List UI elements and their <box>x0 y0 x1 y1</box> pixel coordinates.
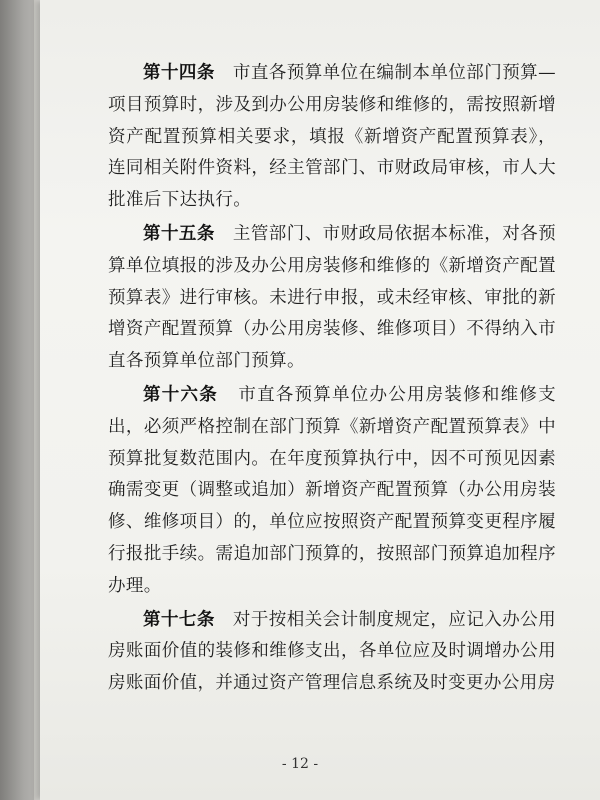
article-heading: 第十四条 <box>143 63 215 83</box>
article-17 <box>108 605 556 700</box>
article-text: 市直各预算单位办公用房装修和维修支出，必须严格控制在部门预算《新增资产配置预算表》中预算批复数范围内。在年度预算执行中，因不可预见因素确需变更（调整或追加）新增资产配置预算（办公用房装修、维修项目）的，单位应按照资产配置预算变更程序履行报批手续。需追加部门预算的，按照部门预算追加程序办理。 <box>108 384 556 596</box>
article-16 <box>108 380 556 603</box>
article-text: 主管部门、市财政局依据本标准，对各预算单位填报的涉及办公用房装修和维修的《新增资产配置预算表》进行审核。未进行申报，或未经审核、审批的新增资产配置预算（办公用房装修、维修项目）不得纳入市直各预算单位部门预算。 <box>108 223 557 372</box>
article-heading: 第十五条 <box>143 223 215 244</box>
article-text: 对于按相关会计制度规定，应记入办公用房账面价值的装修和维修支出，各单位应及时调增办公用房账面价值，并通过资产管理信息系统及时变更办公用房 <box>108 609 557 694</box>
page-number: - 12 - <box>281 756 319 772</box>
article-text: 市直各预算单位在编制本单位部门预算—项目预算时，涉及到办公用房装修和维修的，需按照新增资产配置预算相关要求，填报《新增资产配置预算表》，连同相关附件资料，经主管部门、市财政局审核，市人大批准后下达执行。 <box>108 63 557 211</box>
article-14 <box>108 58 556 217</box>
article-heading: 第十七条 <box>143 609 215 630</box>
article-15 <box>108 219 556 378</box>
article-heading: 第十六条 <box>143 384 218 405</box>
document-page <box>40 0 600 800</box>
document-body <box>108 58 556 702</box>
